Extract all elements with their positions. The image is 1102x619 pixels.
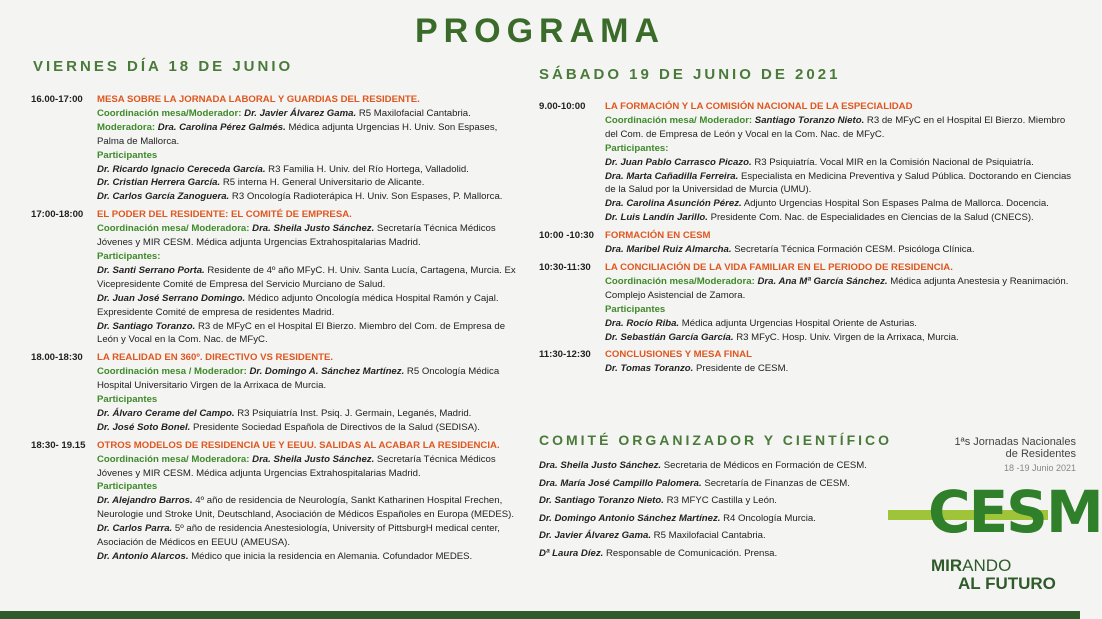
person-name: Dra. Carolina Pérez Galmés. <box>157 121 286 133</box>
person-description: R5 interna H. General Universitario de Alicante. <box>222 177 425 189</box>
brand-block <box>888 436 1102 619</box>
session-line <box>605 197 1075 211</box>
session-line <box>605 156 1075 170</box>
role-label: Participantes <box>605 303 666 315</box>
member-role: R3 MFYC Castilla y León. <box>666 495 777 507</box>
session-block <box>31 93 516 204</box>
person-description: R3 Psiquiatría. Vocal MIR en la Comisión Nacional de Psiquiatría. <box>754 156 1034 168</box>
tagline-bold: MIR <box>931 556 963 575</box>
session-line <box>97 320 516 348</box>
role-label: Coordinación mesa/ Moderadora: <box>97 223 250 235</box>
person-name: Dr. Juan Pablo Carrasco Picazo. <box>605 156 752 168</box>
role-label: Coordinación mesa/Moderador: <box>97 107 242 119</box>
session-line <box>605 275 1075 303</box>
member-name: Dra. Sheila Justo Sánchez. <box>539 460 662 471</box>
person-name: Dr. Antonio Alarcos. <box>97 551 189 562</box>
session-body <box>97 93 516 204</box>
session-title: LA FORMACIÓN Y LA COMISIÓN NACIONAL DE LA ESPECIALIDAD <box>605 101 913 112</box>
person-name: Dr. Carlos Parra. <box>97 523 173 535</box>
member-role: R4 Oncología Murcia. <box>723 512 816 524</box>
session-title: MESA SOBRE LA JORNADA LABORAL Y GUARDIAS DEL RESIDENTE. <box>97 94 420 105</box>
person-description: Secretaría Técnica Formación CESM. Psicóloga Clínica. <box>734 244 975 256</box>
session-block <box>31 208 516 347</box>
person-description: Adjunto Urgencias Hospital Son Espases Palma de Mallorca. Docencia. <box>743 198 1049 210</box>
person-name: Dr. Santi Serrano Porta. <box>97 264 205 276</box>
session-time: 18.00-18:30 <box>31 352 83 364</box>
session-line <box>97 176 516 190</box>
role-label: Participantes: <box>97 250 161 262</box>
day1-schedule <box>31 93 516 568</box>
person-description: Médico que inicia la residencia en Alemania. Cofundador MEDES. <box>191 551 473 562</box>
role-label: Moderadora: <box>97 121 156 133</box>
session-time: 17:00-18:00 <box>31 209 84 221</box>
tagline-rest: ANDO <box>962 556 1012 575</box>
session-block <box>539 348 1075 376</box>
day2-schedule <box>539 100 1075 380</box>
session-time: 18:30- 19.15 <box>31 439 86 451</box>
person-name: Dr. Carlos García Zanoguera. <box>97 191 230 203</box>
person-description: Presidente Sociedad Española de Directivos de la Salud (SEDISA). <box>192 421 480 433</box>
session-line <box>97 264 516 292</box>
person-name: Dra. Ana Mª García Sánchez. <box>757 275 888 287</box>
bottom-bar <box>0 611 1080 619</box>
member-name: Dr. Santiago Toranzo Nieto. <box>539 495 664 507</box>
session-line <box>97 292 516 320</box>
session-body <box>605 229 1075 257</box>
session-time: 10:00 -10:30 <box>539 230 594 242</box>
logo-text: CESM <box>928 478 1102 546</box>
session-line <box>605 114 1075 142</box>
member-role: Secretaría de Finanzas de CESM. <box>704 477 850 489</box>
member-name: Dª Laura Díez. <box>539 547 604 559</box>
committee-list <box>539 457 909 563</box>
tagline-line1 <box>931 556 1011 576</box>
cesm-logo <box>888 478 1102 546</box>
session-title: CONCLUSIONES Y MESA FINAL <box>605 349 752 361</box>
person-description: R3 Psiquiatría Inst. Psiq. J. Germain, Leganés, Madrid. <box>237 407 472 419</box>
session-line <box>97 393 516 407</box>
committee-member <box>539 527 909 545</box>
session-title: LA REALIDAD EN 360º. DIRECTIVO VS RESIDENTE. <box>97 352 334 364</box>
person-name: Dr. Santiago Toranzo. <box>97 320 196 332</box>
person-description: Médico adjunto Oncología médica Hospital Ramón y Cajal. Expresidente Comité de empresa de residentes Madrid. <box>97 292 499 318</box>
person-description: Médica adjunta Urgencias Hospital Oriente de Asturias. <box>681 317 917 329</box>
page-title: PROGRAMA <box>414 12 666 50</box>
person-description: R3 de MFyC en el Hospital El Bierzo. Miembro del Com. de Empresa de León y Vocal en la Com. Nac. de MFyC. <box>605 114 1066 140</box>
person-name: Dra. Maribel Ruiz Almarcha. <box>605 244 732 256</box>
session-line <box>97 222 516 250</box>
person-description: Médica adjunta Anestesia y Reanimación. Complejo Asistencial de Zamora. <box>605 275 1069 301</box>
person-description: Presidente de CESM. <box>695 363 789 375</box>
session-line <box>605 303 1075 317</box>
session-time: 9.00-10:00 <box>539 101 586 112</box>
person-description: R3 de MFyC en el Hospital El Bierzo. Miembro del Com. de Empresa de León y Vocal en la Com. Nac. de MFyC. <box>97 320 506 346</box>
session-line <box>97 149 516 163</box>
session-line <box>97 421 516 435</box>
person-name: Dr. Alejandro Barros. <box>97 495 193 507</box>
session-line <box>605 243 1075 257</box>
person-description: Especialista en Medicina Preventiva y Salud Pública. Doctorando en Ciencias de la Salud por la Universidad de Murcia (UMU). <box>605 170 1072 196</box>
person-name: Dr. José Soto Bonel. <box>97 421 191 433</box>
role-label: Coordinación mesa/ Moderador: <box>605 114 753 126</box>
member-name: Dra. María José Campillo Palomera. <box>539 477 702 489</box>
session-title: OTROS MODELOS DE RESIDENCIA UE Y EEUU. SALIDAS AL ACABAR LA RESIDENCIA. <box>97 439 500 451</box>
jornadas-dates: 18 -19 Junio 2021 <box>1003 463 1076 473</box>
role-label: Coordinación mesa/ Moderadora: <box>97 453 250 465</box>
session-body <box>605 100 1075 225</box>
person-name: Dra. Carolina Asunción Pérez. <box>605 198 742 210</box>
session-line <box>97 550 516 564</box>
member-role: R5 Maxilofacial Cantabria. <box>653 530 766 542</box>
role-label: Participantes <box>97 481 158 493</box>
person-name: Santiago Toranzo Nieto. <box>754 114 865 126</box>
person-name: Dr. Luis Landín Jarillo. <box>605 212 708 224</box>
day1-heading: VIERNES DÍA 18 DE JUNIO <box>33 58 294 75</box>
person-name: Dra. Sheila Justo Sánchez. <box>252 223 375 235</box>
person-description: Médica adjunta Urgencias H. Univ. Son Espases, Palma de Mallorca. <box>97 121 498 147</box>
person-name: Dra. Rocío Riba. <box>605 317 680 329</box>
session-time: 11:30-12:30 <box>539 349 591 361</box>
jornadas-line1: 1ªs Jornadas Nacionales <box>954 436 1076 448</box>
person-description: Residente de 4º año MFyC. H. Univ. Santa Lucía, Cartagena, Murcia. Ex Vicepresidente Comité de Empresa del Servicio Murciano de Salud. <box>97 264 516 290</box>
session-title: LA CONCILIACIÓN DE LA VIDA FAMILIAR EN EL PERIODO DE RESIDENCIA. <box>605 261 953 273</box>
session-time: 10:30-11:30 <box>539 261 591 273</box>
person-name: Dra. Sheila Justo Sánchez. <box>252 453 375 465</box>
person-description: R3 MFyC. Hosp. Univ. Virgen de la Arrixaca, Murcia. <box>736 331 959 343</box>
session-line <box>97 365 516 393</box>
session-line <box>97 163 516 177</box>
session-body <box>97 439 516 564</box>
member-name: Dr. Javier Álvarez Gama. <box>539 530 651 542</box>
session-body <box>605 261 1075 344</box>
person-name: Dr. Sebastián García García. <box>605 331 734 343</box>
person-description: 4º año de residencia de Neurología, Sankt Katharinen Hospital Frechen, Neurologie und Stroke Unit, Deutschland, Asociación de Médicos Españoles en Europa (MEDES). <box>97 495 515 521</box>
day2-heading: SÁBADO 19 DE JUNIO DE 2021 <box>539 66 841 83</box>
person-description: R3 Oncología Radioterápica H. Univ. Son Espases, P. Mallorca. <box>231 191 503 203</box>
person-description: 5º año de residencia Anestesiología, University of PittsburgH medical center, Asociación de Médicos en EEUU (AMEUSA). <box>97 523 500 549</box>
session-body <box>605 348 1075 376</box>
person-description: Secretaría Técnica Médicos Jóvenes y MIR CESM. Médica adjunta Urgencias Extrahospitalarias Madrid. <box>97 453 496 479</box>
person-description: Secretaría Técnica Médicos Jóvenes y MIR CESM. Médica adjunta Urgencias Extrahospitalarias Madrid. <box>97 223 496 249</box>
session-line <box>605 142 1075 156</box>
committee-member <box>539 492 909 510</box>
session-line <box>97 250 516 264</box>
session-line <box>97 407 516 421</box>
jornadas-line2: de Residentes <box>1005 448 1076 460</box>
session-line <box>97 121 516 149</box>
session-line <box>97 190 516 204</box>
session-title: EL PODER DEL RESIDENTE: EL COMITÉ DE EMPRESA. <box>97 209 352 221</box>
session-line <box>605 317 1075 331</box>
member-role: Secretaria de Médicos en Formación de CESM. <box>663 460 867 471</box>
person-name: Dr. Juan José Serrano Domingo. <box>97 292 246 304</box>
person-name: Dra. Marta Cañadilla Ferreira. <box>605 170 739 182</box>
committee-member <box>539 475 909 493</box>
person-name: Dr. Álvaro Cerame del Campo. <box>97 407 235 419</box>
person-name: Dr. Cristian Herrera García. <box>97 177 221 189</box>
session-body <box>97 351 516 434</box>
session-title: FORMACIÓN EN CESM <box>605 230 711 242</box>
jornadas-title <box>955 436 1076 460</box>
person-description: R5 Maxilofacial Cantabria. <box>358 107 471 119</box>
session-block <box>539 261 1075 344</box>
session-line <box>97 494 516 522</box>
session-line <box>97 107 516 121</box>
session-block <box>31 439 516 564</box>
role-label: Coordinación mesa/Moderadora: <box>605 275 755 287</box>
role-label: Participantes: <box>605 142 669 154</box>
session-line <box>605 170 1075 198</box>
session-block <box>31 351 516 434</box>
committee-member <box>539 457 909 475</box>
session-line <box>605 211 1075 225</box>
role-label: Participantes <box>97 394 158 406</box>
session-body <box>97 208 516 347</box>
session-line <box>97 453 516 481</box>
person-description: R5 Oncología Médica Hospital Universitario Virgen de la Arrixaca de Murcia. <box>97 366 500 392</box>
session-line <box>97 480 516 494</box>
member-role: Responsable de Comunicación. Prensa. <box>606 547 778 559</box>
person-description: R3 Familia H. Univ. del Río Hortega, Valladolid. <box>268 163 469 175</box>
session-block <box>539 100 1075 225</box>
committee-member <box>539 510 909 528</box>
member-name: Dr. Domingo Antonio Sánchez Martínez. <box>539 512 721 524</box>
role-label: Participantes <box>97 149 158 161</box>
tagline-line2: AL FUTURO <box>958 574 1056 593</box>
role-label: Coordinación mesa / Moderador: <box>97 366 247 378</box>
session-block <box>539 229 1075 257</box>
session-line <box>97 522 516 550</box>
person-description: Presidente Com. Nac. de Especialidades en Ciencias de la Salud (CNECS). <box>710 212 1034 224</box>
session-line <box>605 362 1075 376</box>
person-name: Dr. Ricardo Ignacio Cereceda García. <box>97 163 266 175</box>
person-name: Dr. Tomas Toranzo. <box>605 363 694 375</box>
committee-member <box>539 545 909 563</box>
person-name: Dr. Javier Álvarez Gama. <box>244 107 357 119</box>
committee-heading: COMITÉ ORGANIZADOR Y CIENTÍFICO <box>539 432 893 448</box>
session-time: 16.00-17:00 <box>31 94 83 105</box>
session-line <box>605 331 1075 345</box>
person-name: Dr. Domingo A. Sánchez Martínez. <box>249 366 405 378</box>
